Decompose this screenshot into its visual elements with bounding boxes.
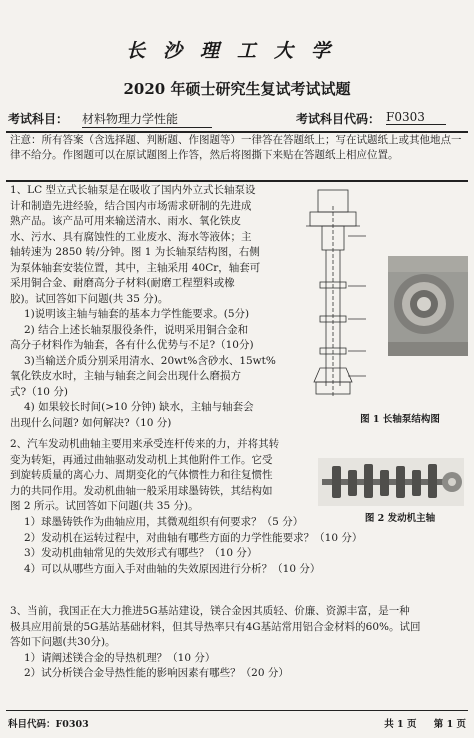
q1-sub-line: 1)说明该主轴与轴套的基本力学性能要求。(5分): [24, 308, 250, 320]
q1-sub-line: 高分子材料作为轴套，各有什么优势与不足?（10分): [10, 339, 254, 351]
subject-label: 考试科目：: [8, 112, 69, 126]
code-value: F0303: [386, 110, 446, 125]
q1-sub-line: 3)当输送介质分别采用清水、20wt%含砂水、15wt%: [24, 354, 276, 367]
question-3: [10, 604, 466, 682]
crankshaft-figure: [318, 458, 464, 506]
q1-line: 计和制造先进经验，结合国内市场需求研制的先进成: [10, 199, 252, 212]
q1-sub-line: 出现什么问题? 如何解决?（10 分): [10, 416, 172, 429]
code-label: 考试科目代码：: [296, 112, 381, 126]
page-number: 第 1 页: [433, 719, 466, 730]
q2-sub-line: 2）发动机在运转过程中，对曲轴有哪些方面的力学性能要求？（10 分）: [24, 531, 363, 544]
q1-sub-line: 4) 如果较长时间(>10 分钟) 缺水，主轴与轴套会: [24, 401, 254, 413]
long-shaft-pump-figure: [300, 186, 470, 402]
q1-sub-line: 氧化铁皮水时，主轴与轴套之间会出现什么磨损方: [10, 370, 241, 382]
notice-divider: [6, 180, 468, 182]
q3-line: 3、当前，我国正在大力推进5G基站建设，镁合金因其质轻、价廉、资源丰富，是一种: [10, 605, 410, 617]
q2-line: 变为转矩，再通过曲轴驱动发动机上其他附件工作。它受: [10, 453, 273, 466]
question-1: [10, 183, 300, 431]
q2-line: 力的共同作用。发动机曲轴一般采用球墨铸铁，其结构如: [10, 484, 273, 497]
q2-subquestions: [10, 515, 464, 577]
q3-line: 极具应用前景的5G基站基础材料，但其导热率只有4G基站常用铝合金材料的60%。试回: [10, 620, 421, 633]
q1-subquestions-2: [10, 354, 300, 370]
subject-row: [8, 110, 466, 130]
q1-subquestions-3: [10, 400, 300, 416]
q2-line: 到旋转质量的离心力、周期变化的气体惯性力和往复惯性: [10, 469, 273, 481]
q1-line: 为泵体轴套安装位置，其中，主轴采用 40Cr，轴套可: [10, 261, 261, 274]
q3-sub-line: 2）试分析镁合金导热性能的影响因素有哪些？（20 分）: [24, 667, 289, 679]
subject-value: 材料物理力学性能: [82, 110, 212, 128]
question-2: [10, 437, 310, 515]
q2-line: 图 2 所示。试回答如下问题(共 35 分)。: [10, 500, 199, 512]
q1-line: 熟产品。该产品可用来输送清水、雨水、氧化铁皮: [10, 215, 241, 227]
footer-divider: [6, 710, 468, 711]
q1-line: 胶)。试回答如下问题(共 35 分)。: [10, 292, 169, 305]
total-pages: 共 1 页: [384, 719, 417, 730]
q1-line: 水、污水、具有腐蚀性的工业废水、海水等液体；主: [10, 230, 252, 243]
university-name: 长沙理工大学: [125, 40, 348, 62]
figure-2-caption: 图 2 发动机主轴: [364, 513, 436, 524]
exam-title: 2020 年硕士研究生复试考试试题: [123, 80, 351, 98]
q1-line: 1、LC 型立式长轴泵是在吸收了国内外立式长轴泵设: [10, 184, 256, 196]
q3-sub-line: 1）请阐述镁合金的导热机理？（10 分）: [24, 651, 216, 664]
q2-sub-line: 3）发动机曲轴常见的失效形式有哪些？（10 分）: [24, 547, 258, 559]
q3-line: 答如下问题(共30分)。: [10, 636, 116, 648]
q3-subquestions: [10, 651, 466, 682]
q1-sub-line: 式?（10 分): [10, 385, 68, 398]
q2-line: 2、汽车发动机曲轴主要用来承受连杆传来的力，并将其转: [10, 438, 280, 450]
footer-pages: [370, 716, 466, 730]
footer-code: 科目代码：F0303: [8, 719, 89, 730]
q2-sub-line: 1）球墨铸铁作为曲轴应用，其微观组织有何要求？（5 分）: [24, 516, 304, 528]
q1-sub-line: 2) 结合上述长轴泵服役条件，说明采用铜合金和: [24, 323, 249, 336]
notice-text: 注意：所有答案（含选择题、判断题、作图题等）一律答在答题纸上；写在试题纸上或其他地点一律不给分。作图题可以在原试题图上作答，然后将图撕下来贴在答题纸上相应位置。: [10, 134, 462, 161]
q1-intro: [10, 183, 300, 307]
figure-1-caption: 图 1 长轴泵结构图: [360, 414, 440, 425]
q1-line: 采用铜合金、耐磨高分子材料(耐磨工程塑料或橡: [10, 277, 235, 289]
q1-subquestions: [10, 307, 300, 338]
q2-sub-line: 4）可以从哪些方面入手对曲轴的失效原因进行分析？（10 分）: [24, 562, 321, 575]
q1-line: 轴转速为 2850 转/分钟。图 1 为长轴泵结构图，右侧: [10, 246, 260, 258]
